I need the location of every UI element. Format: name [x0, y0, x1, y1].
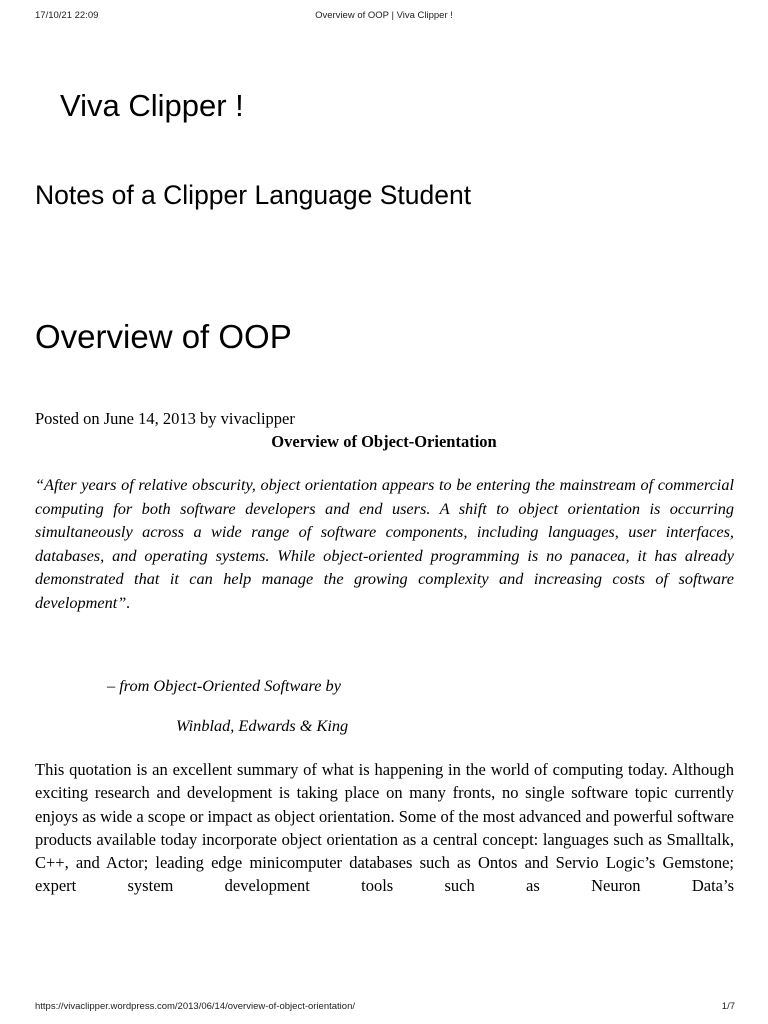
quote-attribution-source: – from Object-Oriented Software by	[107, 676, 341, 695]
print-url: https://vivaclipper.wordpress.com/2013/06/14/overview-of-object-orientation/	[35, 1001, 355, 1012]
post-title: Overview of OOP	[35, 318, 292, 355]
print-date: 17/10/21 22:09	[35, 10, 99, 21]
print-footer	[0, 1001, 768, 1015]
post-meta: Posted on June 14, 2013 by vivaclipper	[35, 409, 295, 428]
page-number: 1/7	[721, 1001, 735, 1012]
quote-paragraph: “After years of relative obscurity, object orientation appears to be entering the mainstream of commercial computing for both software developers and end users. A shift to object orientation is occurring simultaneously across a wide range of software components, including languages, user interfaces, databases, and operating systems. While object-oriented programming is no panacea, it has already demonstrated that it can help manage the growing complexity and increasing costs of software development”.	[35, 475, 734, 612]
site-title[interactable]: Viva Clipper !	[60, 88, 244, 123]
quote-attribution-authors: Winblad, Edwards & King	[176, 716, 349, 735]
print-header	[0, 6, 768, 22]
article-heading: Overview of Object-Orientation	[271, 432, 497, 451]
body-paragraph: This quotation is an excellent summary of what is happening in the world of computing today. Although exciting research and development is taking place on many fronts, no single software topic currently enjoys as wide a scope or impact as object orientation. Some of the most advanced and powerful software products available today incorporate object orientation as a central concept: languages such as Smalltalk, C++, and Actor; leading edge minicomputer databases such as Ontos and Servio Logic’s Gemstone; expert system development tools such as Neuron Data’s	[35, 760, 734, 896]
site-description: Notes of a Clipper Language Student	[35, 180, 472, 210]
print-page-title: Overview of OOP | Viva Clipper !	[315, 10, 453, 21]
